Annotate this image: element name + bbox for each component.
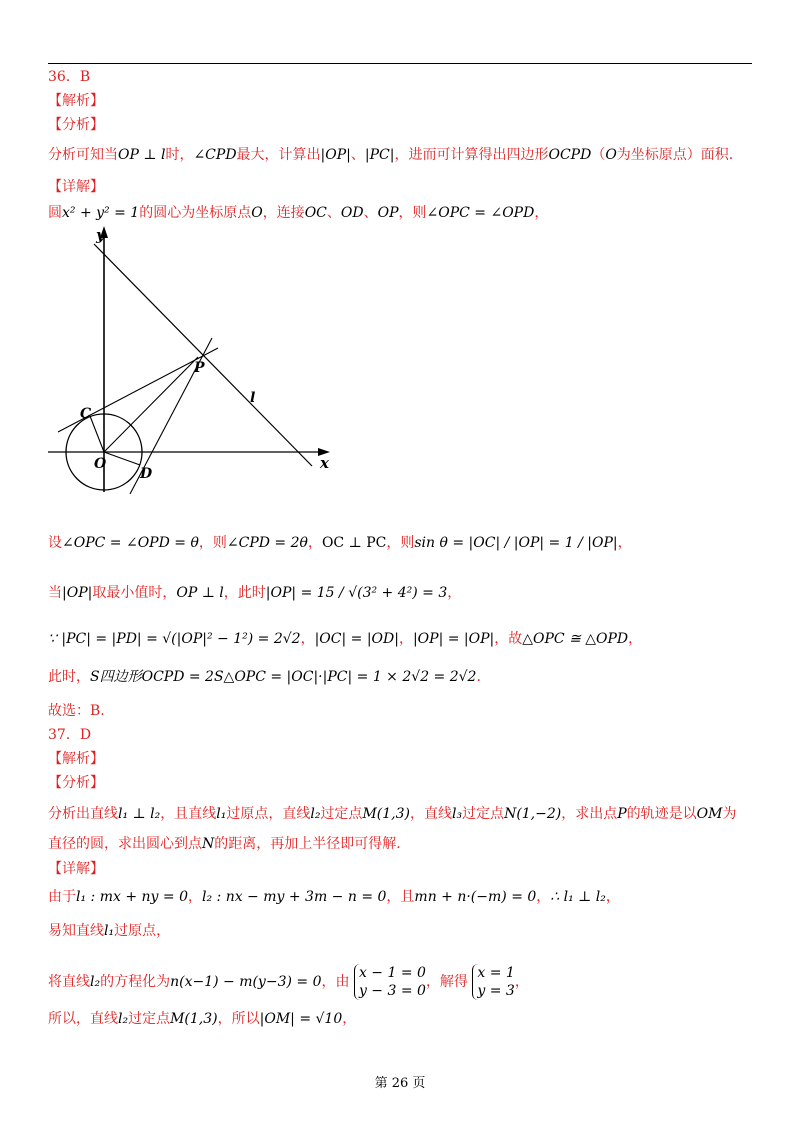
q37-detail-line3: 将直线l₂的方程化为n(x−1) − m(y−3) = 0，由 x − 1 = 0 y − 3 = 0 ，解得 x = 1 y = 3 ，: [48, 965, 529, 999]
page-footer: 第 26 页: [374, 1076, 426, 1091]
q36-line2: 设∠OPC = ∠OPD = θ，则∠CPD = 2θ，OC ⊥ PC，则sin θ = |OC| / |OP| = 1 / |OP|，: [48, 535, 632, 551]
q37-fenxi-line1: 分析出直线l₁ ⊥ l₂，且直线l₁过原点，直线l₂过定点M(1,3)，直线l₃过定点N(1,−2)，求出点P的轨迹是以OM为: [48, 806, 737, 822]
label-y: y: [96, 226, 105, 244]
q37-fenxi-tag: 【分析】: [48, 775, 104, 791]
solution-system: x = 1 y = 3: [472, 964, 514, 1000]
q37-detail-line2: 易知直线l₁过原点，: [48, 923, 171, 939]
q36-fenxi-tag: 【分析】: [48, 117, 104, 133]
q36-fenxi-text: 分析可知当OP ⊥ l时，∠CPD最大，计算出|OP|、|PC|，进而可计算得出四边形OCPD（O为坐标原点）面积.: [48, 147, 734, 163]
label-o: O: [94, 456, 107, 472]
geometry-figure: [40, 222, 340, 512]
q36-analysis-tag: 【解析】: [48, 93, 104, 109]
system-of-equations: x − 1 = 0 y − 3 = 0: [354, 964, 426, 1000]
label-d: D: [140, 466, 153, 482]
q37-detail-line4: 所以，直线l₂过定点M(1,3)，所以|OM| = √10，: [48, 1011, 357, 1027]
q36-line5: 此时，S四边形OCPD = 2S△OPC = |OC|·|PC| = 1 × 2√2 = 2√2.: [48, 669, 481, 685]
q37-xiangjie-tag: 【详解】: [48, 861, 104, 877]
q36-line1: 圆x² + y² = 1的圆心为坐标原点O，连接OC、OD、OP，则∠OPC = ∠OPD，: [48, 205, 549, 221]
q36-line4: ∵ |PC| = |PD| = √(|OP|² − 1²) = 2√2，|OC| = |OD|，|OP| = |OP|，故△OPC ≅ △OPD，: [48, 631, 643, 647]
q36-answer: 故选：B.: [48, 703, 105, 719]
label-p: P: [194, 360, 205, 376]
q36-line3: 当|OP|取最小值时，OP ⊥ l，此时|OP| = 15 / √(3² + 4²) = 3，: [48, 585, 462, 601]
label-c: C: [80, 406, 92, 422]
segment-od: [104, 452, 140, 465]
label-l: l: [250, 390, 256, 406]
q36-xiangjie-tag: 【详解】: [48, 179, 104, 195]
label-x: x: [320, 454, 329, 472]
q37-number: 37．D: [48, 727, 92, 743]
q37-detail-line1: 由于l₁ : mx + ny = 0，l₂ : nx − my + 3m − n = 0，且mn + n·(−m) = 0，∴ l₁ ⊥ l₂，: [48, 889, 620, 905]
q37-fenxi-line2: 直径的圆，求出圆心到点N的距离，再加上半径即可得解.: [48, 836, 401, 852]
segment-op: [104, 357, 198, 452]
q36-number: 36．B: [48, 69, 91, 85]
top-rule: [48, 63, 752, 64]
q37-analysis-tag: 【解析】: [48, 751, 104, 767]
segment-oc: [90, 416, 104, 452]
